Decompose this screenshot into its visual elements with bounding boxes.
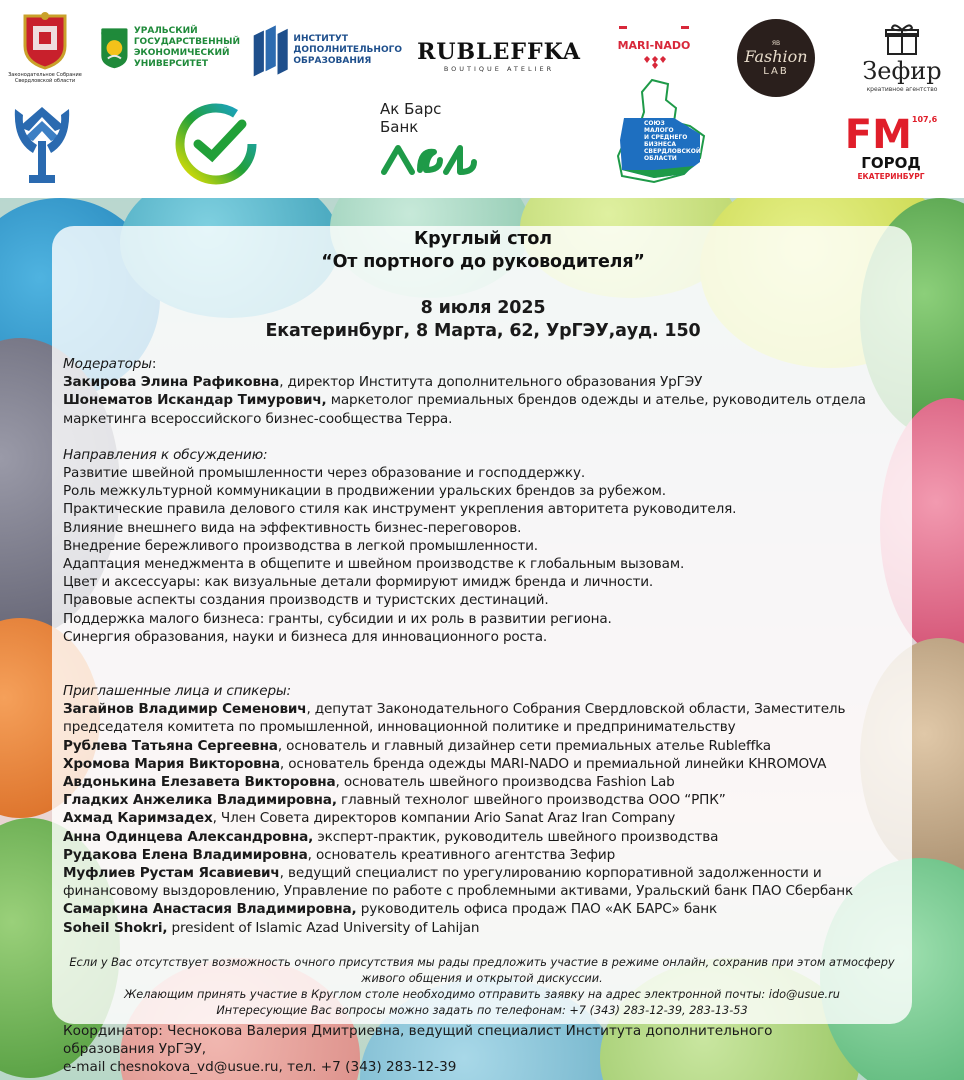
moderators-label: Модераторы bbox=[63, 356, 152, 372]
rubleffka-subtitle: BOUTIQUE ATELIER bbox=[443, 65, 555, 73]
akbars-line2: Банк bbox=[380, 118, 419, 136]
event-subtitle: “От портного до руководителя” bbox=[321, 252, 645, 272]
moderator-entry bbox=[63, 373, 903, 391]
direction-item: Внедрение бережливого производства в легкой промышленности. bbox=[63, 537, 538, 554]
person-name: Самаркина Анастасия Владимировна, bbox=[63, 901, 357, 918]
apply-note: Желающим принять участие в Круглом столе необходимо отправить заявку на адрес электронной почты: ido@usue.ru bbox=[124, 988, 840, 1001]
coat-of-arms-icon bbox=[17, 12, 73, 70]
person-role: маркетолог премиальных брендов одежды и ателье, руководитель отдела маркетинга всероссийского бизнес-сообщества Терра. bbox=[63, 392, 866, 427]
msb-line: СВЕРДЛОВСКОЙ bbox=[644, 148, 701, 155]
usue-shield-icon bbox=[100, 16, 129, 80]
marinado-logo bbox=[616, 18, 692, 76]
fashionlab-logo bbox=[736, 18, 816, 98]
partner-logos-strip bbox=[0, 0, 964, 198]
person-role: , ведущий специалист по урегулированию корпоративной задолженности и финансовому выздоровлению, Управление по работе с проблемными активами, Уральский банк ПАО Сбербанк bbox=[63, 865, 854, 900]
speaker-entry bbox=[63, 809, 903, 827]
person-name: Хромова Мария Викторовна bbox=[63, 755, 280, 772]
msb-union-logo bbox=[614, 78, 710, 188]
direction-item: Влияние внешнего вида на эффективность бизнес-переговоров. bbox=[63, 519, 522, 536]
zefir-logo bbox=[846, 14, 958, 100]
person-role: , основатель креативного агентства Зефир bbox=[307, 846, 616, 863]
usue-name bbox=[134, 26, 240, 70]
speaker-entry bbox=[63, 773, 903, 791]
coordinator-line: образования УрГЭУ, bbox=[63, 1041, 207, 1058]
msb-line: ОБЛАСТИ bbox=[644, 155, 677, 162]
person-role: главный технолог швейного производства ООО “РПК” bbox=[336, 792, 726, 809]
direction-item: Адаптация менеджмента в общепите и швейном производстве к глобальным вызовам. bbox=[63, 556, 685, 573]
person-name: Анна Одинцева Александровна, bbox=[63, 828, 314, 845]
coordinator-contact: e-mail chesnokova_vd@usue.ru, тел. +7 (343) 283-12-39 bbox=[63, 1059, 457, 1076]
zs-logo bbox=[6, 8, 84, 88]
usue-name-line: ЭКОНОМИЧЕСКИЙ bbox=[133, 48, 230, 58]
rubleffka-wordmark: RUBLEFFKA bbox=[417, 39, 581, 65]
direction-item: Поддержка малого бизнеса: гранты, субсидии и их роль в развитии региона. bbox=[63, 610, 612, 627]
fm-gorod-logo bbox=[846, 110, 936, 186]
person-role: , депутат Законодательного Собрания Свердловской области, Заместитель председателя комитета по промышленной, инновационной политике и предпринимательству bbox=[63, 701, 846, 736]
akbars-line1: Ак Барс bbox=[380, 100, 442, 118]
person-name: Рублева Татьяна Сергеевна bbox=[63, 737, 278, 754]
speaker-entry bbox=[63, 864, 903, 900]
person-role: , директор Института дополнительного образования УрГЭУ bbox=[279, 374, 703, 391]
usue-logo bbox=[100, 14, 240, 82]
speakers-label: Приглашенные лица и спикеры: bbox=[63, 683, 291, 700]
speaker-entry bbox=[63, 919, 903, 937]
hearts-icon bbox=[639, 55, 669, 69]
direction-item: Правовые аспекты создания производств и туристских дестинаций. bbox=[63, 592, 549, 609]
marinado-wordmark: MARI-NADO bbox=[617, 39, 691, 52]
msb-caption bbox=[644, 120, 701, 162]
speaker-entry bbox=[63, 791, 903, 809]
fm-city: ЕКАТЕРИНБУРГ bbox=[857, 172, 925, 181]
speaker-entry bbox=[63, 737, 903, 755]
coordinator-line: Координатор: Чеснокова Валерия Дмитриевна, ведущий специалист Института дополнительного bbox=[63, 1023, 773, 1039]
speaker-entry bbox=[63, 828, 903, 846]
sber-check-icon bbox=[172, 100, 260, 188]
msb-line: СОЮЗ bbox=[644, 120, 665, 127]
person-name: Авдонькина Елезавета Викторовна bbox=[63, 774, 336, 791]
person-name: Рудакова Елена Владимировна bbox=[63, 846, 308, 863]
phone-note: Интересующие Вас вопросы можно задать по телефонам: +7 (343) 283-12-39, 283-13-53 bbox=[216, 1004, 748, 1017]
person-name: Шонематов Искандар Тимурович, bbox=[63, 392, 327, 409]
person-role: , Член Совета директоров компании Ario Sanat Araz Iran Company bbox=[212, 810, 676, 827]
azad-emblem-icon bbox=[11, 101, 73, 189]
direction-item: Роль межкультурной коммуникации в продвижении уральских брендов за рубежом. bbox=[63, 483, 666, 500]
fashionlab-lab: LAB bbox=[763, 65, 789, 77]
msb-line: И СРЕДНЕГО bbox=[644, 134, 688, 141]
ido-name-line: ОБРАЗОВАНИЯ bbox=[293, 55, 372, 66]
usue-name-line: ГОСУДАРСТВЕННЫЙ bbox=[133, 37, 240, 47]
ido-name bbox=[293, 34, 402, 67]
online-note: Если у Вас отсутствует возможность очного присутствия мы рады предложить участие в режиме онлайн, сохранив при этом атмосферу живого общения и открытой дискуссии. bbox=[69, 956, 895, 985]
person-role: , основатель бренда одежды MARI-NADO и премиальной линейки KHROMOVA bbox=[279, 755, 827, 772]
person-name: Ахмад Каримзадех bbox=[63, 810, 213, 827]
speaker-entry bbox=[63, 755, 903, 773]
person-role: эксперт-практик, руководитель швейного производства bbox=[313, 828, 719, 845]
direction-item: Цвет и аксессуары: как визуальные детали формируют имидж бренда и личности. bbox=[63, 574, 654, 591]
directions-label: Направления к обсуждению: bbox=[63, 446, 268, 463]
usue-name-line: УРАЛЬСКИЙ bbox=[133, 26, 198, 36]
person-name: Загайнов Владимир Семенович bbox=[63, 701, 307, 718]
speaker-entry bbox=[63, 900, 903, 918]
person-name: Закирова Элина Рафиковна bbox=[63, 374, 280, 391]
fm-frequency: 107,6 bbox=[911, 115, 938, 124]
ido-name-line: ИНСТИТУТ bbox=[293, 33, 348, 44]
person-role: руководитель офиса продаж ПАО «АК БАРС» банк bbox=[356, 901, 718, 918]
person-name: Гладких Анжелика Владимировна, bbox=[63, 792, 337, 809]
moderator-entry bbox=[63, 391, 903, 427]
fm-letters: FM bbox=[844, 112, 912, 158]
person-role: president of Islamic Azad University of Lahijan bbox=[167, 919, 480, 936]
coordinator-info bbox=[63, 1022, 903, 1077]
direction-item: Развитие швейной промышленности через образование и господдержку. bbox=[63, 465, 586, 482]
fm-gorod: ГОРОД bbox=[861, 154, 921, 172]
marinado-dash-icon bbox=[619, 25, 689, 31]
zs-caption: Законодательное Собрание Свердловской области bbox=[8, 72, 82, 84]
ido-books-icon bbox=[252, 19, 289, 81]
person-role: , основатель и главный дизайнер сети премиальных ателье Rubleffka bbox=[277, 737, 771, 754]
fashionlab-script: Fashion bbox=[744, 46, 808, 66]
zefir-subtitle: креативное агентство bbox=[866, 85, 938, 93]
event-date: 8 июля 2025 bbox=[420, 298, 546, 318]
fashionlab-top: ЯВ bbox=[771, 39, 781, 47]
event-content bbox=[63, 228, 903, 937]
zefir-wordmark: Зефир bbox=[862, 56, 942, 85]
sber-logo bbox=[170, 98, 262, 190]
gift-icon bbox=[884, 22, 920, 56]
ido-logo bbox=[252, 18, 402, 82]
ido-name-line: ДОПОЛНИТЕЛЬНОГО bbox=[293, 44, 402, 55]
speaker-entry bbox=[63, 846, 903, 864]
participation-notes bbox=[56, 955, 908, 1019]
speaker-entry bbox=[63, 700, 903, 736]
azad-university-logo bbox=[10, 100, 74, 190]
moderators-heading: Модераторы: bbox=[63, 356, 157, 372]
usue-name-line: УНИВЕРСИТЕТ bbox=[133, 59, 208, 69]
direction-item: Практические правила делового стиля как инструмент укрепления авторитета руководителя. bbox=[63, 501, 737, 518]
msb-line: МАЛОГО bbox=[644, 127, 674, 134]
akbars-logo bbox=[380, 100, 490, 186]
msb-line: БИЗНЕСА bbox=[644, 141, 677, 148]
event-title: Круглый стол bbox=[414, 229, 552, 249]
akbars-mark-icon bbox=[380, 140, 486, 180]
person-name: Муфлиев Рустам Ясавиевич bbox=[63, 865, 280, 882]
rubleffka-logo bbox=[416, 36, 582, 76]
direction-item: Синергия образования, науки и бизнеса для инновационного роста. bbox=[63, 628, 548, 645]
person-name: Soheil Shokri, bbox=[63, 919, 168, 936]
person-role: , основатель швейного производсва Fashion Lab bbox=[335, 774, 675, 791]
event-venue: Екатеринбург, 8 Марта, 62, УрГЭУ,ауд. 150 bbox=[265, 321, 701, 341]
